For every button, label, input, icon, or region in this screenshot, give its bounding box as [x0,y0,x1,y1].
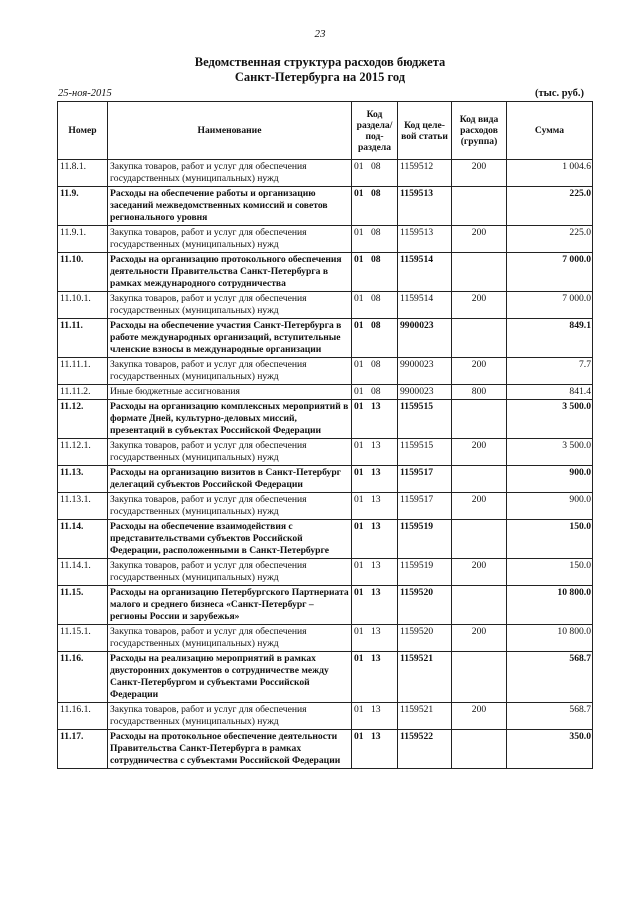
title-line-1: Ведомственная структура расходов бюджета [194,55,446,69]
row-section-code [352,292,398,319]
row-subsection: 08 [371,227,381,238]
row-sum: 10 800.0 [507,625,593,652]
row-target-code: 1159514 [398,292,452,319]
table-row [58,703,593,730]
table-row [58,319,593,358]
row-subsection: 08 [371,386,381,397]
table-body [58,160,593,769]
row-subsection: 13 [371,560,381,571]
row-kind-code: 800 [452,385,507,400]
row-name: Расходы на обеспечение взаимодействия с представительствами субъектов Российской Федерации, расположенными в Санкт-Петербурге [108,520,352,559]
budget-table [57,101,593,769]
row-target-code: 1159519 [398,520,452,559]
row-section-code [352,652,398,703]
row-section-code [352,187,398,226]
row-target-code: 1159520 [398,625,452,652]
row-number: 11.10. [58,253,108,292]
row-name: Закупка товаров, работ и услуг для обеспечения государственных (муниципальных) нужд [108,559,352,586]
row-kind-code: 200 [452,493,507,520]
row-sum: 350.0 [507,730,593,769]
table-header-row [58,102,593,160]
row-target-code: 9900023 [398,319,452,358]
row-section-code [352,439,398,466]
row-number: 11.17. [58,730,108,769]
row-subsection: 08 [371,293,381,304]
row-number: 11.11.2. [58,385,108,400]
row-name: Расходы на обеспечение участия Санкт-Петербурга в работе международных организаций, вступительные членские взносы в международные организации [108,319,352,358]
row-number: 11.14.1. [58,559,108,586]
row-number: 11.9.1. [58,226,108,253]
row-target-code: 1159517 [398,466,452,493]
row-name: Закупка товаров, работ и услуг для обеспечения государственных (муниципальных) нужд [108,625,352,652]
table-row [58,385,593,400]
table-row [58,493,593,520]
row-subsection: 08 [371,320,381,331]
row-target-code: 1159519 [398,559,452,586]
row-section: 01 [354,227,364,238]
row-sum: 225.0 [507,226,593,253]
row-section: 01 [354,161,364,172]
table-row [58,439,593,466]
row-section-code [352,520,398,559]
row-section: 01 [354,293,364,304]
row-sum: 7 000.0 [507,292,593,319]
row-kind-code [452,400,507,439]
row-section-code [352,400,398,439]
row-name: Закупка товаров, работ и услуг для обеспечения государственных (муниципальных) нужд [108,160,352,187]
row-number: 11.12.1. [58,439,108,466]
row-subsection: 08 [371,161,381,172]
row-section: 01 [354,653,364,664]
row-sum: 3 500.0 [507,439,593,466]
row-sum: 900.0 [507,493,593,520]
row-section-code [352,559,398,586]
row-subsection: 13 [371,467,381,478]
row-subsection: 13 [371,494,381,505]
row-number: 11.10.1. [58,292,108,319]
row-name: Расходы на организацию визитов в Санкт-Петербург делегаций субъектов Российской Федерации [108,466,352,493]
table-row [58,358,593,385]
table-row [58,625,593,652]
row-sum: 150.0 [507,559,593,586]
row-section: 01 [354,560,364,571]
table-row [58,520,593,559]
table-row [58,292,593,319]
row-subsection: 13 [371,626,381,637]
row-kind-code: 200 [452,160,507,187]
row-section: 01 [354,386,364,397]
row-section-code [352,493,398,520]
row-sum: 225.0 [507,187,593,226]
row-number: 11.16. [58,652,108,703]
row-subsection: 13 [371,401,381,412]
row-number: 11.13. [58,466,108,493]
row-number: 11.15. [58,586,108,625]
document-title [0,55,640,85]
row-subsection: 13 [371,587,381,598]
row-target-code: 1159521 [398,652,452,703]
row-subsection: 08 [371,254,381,265]
row-target-code: 1159515 [398,400,452,439]
row-target-code: 1159514 [398,253,452,292]
table-row [58,586,593,625]
row-kind-code [452,520,507,559]
table-row [58,400,593,439]
row-section: 01 [354,320,364,331]
row-name: Расходы на протокольное обеспечение деятельности Правительства Санкт-Петербурга в рамках сотрудничества с субъектами Российской Федерации [108,730,352,769]
row-kind-code [452,652,507,703]
row-section: 01 [354,440,364,451]
row-section-code [352,703,398,730]
row-subsection: 13 [371,440,381,451]
header-number: Номер [58,102,108,160]
table-row [58,187,593,226]
row-kind-code [452,319,507,358]
row-section-code [352,385,398,400]
row-section-code [352,253,398,292]
row-sum: 10 800.0 [507,586,593,625]
row-sum: 7.7 [507,358,593,385]
row-name: Иные бюджетные ассигнования [108,385,352,400]
row-kind-code: 200 [452,703,507,730]
row-name: Расходы на организацию комплексных мероприятий в формате Дней, культурно-деловых миссий, презентаций в субъектах Российской Федерации [108,400,352,439]
row-section-code [352,466,398,493]
row-target-code: 1159522 [398,730,452,769]
row-section-code [352,160,398,187]
row-kind-code [452,187,507,226]
table-row [58,160,593,187]
row-sum: 849.1 [507,319,593,358]
row-name: Расходы на организацию Петербургского Партнериата малого и среднего бизнеса «Санкт-Петербург – регионы России и зарубежья» [108,586,352,625]
row-name: Расходы на организацию протокольного обеспечения деятельности Правительства Санкт-Петербурга в рамках международного сотрудничества [108,253,352,292]
row-section: 01 [354,704,364,715]
table-row [58,559,593,586]
row-section: 01 [354,626,364,637]
row-section-code [352,730,398,769]
title-line-2: Санкт-Петербурга на 2015 год [234,70,406,84]
row-number: 11.8.1. [58,160,108,187]
row-target-code: 1159521 [398,703,452,730]
row-sum: 1 004.6 [507,160,593,187]
row-name: Закупка товаров, работ и услуг для обеспечения государственных (муниципальных) нужд [108,292,352,319]
row-number: 11.11. [58,319,108,358]
row-name: Закупка товаров, работ и услуг для обеспечения государственных (муниципальных) нужд [108,493,352,520]
row-section-code [352,625,398,652]
row-kind-code: 200 [452,292,507,319]
row-section: 01 [354,359,364,370]
row-target-code: 1159515 [398,439,452,466]
row-section: 01 [354,521,364,532]
row-sum: 568.7 [507,652,593,703]
row-subsection: 13 [371,653,381,664]
table-row [58,253,593,292]
row-section: 01 [354,494,364,505]
row-section: 01 [354,467,364,478]
row-subsection: 08 [371,188,381,199]
row-name: Закупка товаров, работ и услуг для обеспечения государственных (муниципальных) нужд [108,439,352,466]
row-section-code [352,586,398,625]
row-section: 01 [354,587,364,598]
row-section: 01 [354,188,364,199]
row-kind-code: 200 [452,358,507,385]
header-section: Код раздела/ под- раздела [352,102,398,160]
row-number: 11.14. [58,520,108,559]
row-target-code: 9900023 [398,385,452,400]
row-target-code: 1159512 [398,160,452,187]
row-number: 11.15.1. [58,625,108,652]
row-number: 11.9. [58,187,108,226]
row-target-code: 1159513 [398,226,452,253]
table-row [58,466,593,493]
row-number: 11.13.1. [58,493,108,520]
row-section-code [352,319,398,358]
page-number: 23 [314,28,326,40]
row-number: 11.16.1. [58,703,108,730]
row-kind-code [452,730,507,769]
row-name: Закупка товаров, работ и услуг для обеспечения государственных (муниципальных) нужд [108,703,352,730]
table-row [58,226,593,253]
row-sum: 150.0 [507,520,593,559]
row-sum: 841.4 [507,385,593,400]
row-subsection: 13 [371,704,381,715]
row-target-code: 1159520 [398,586,452,625]
row-target-code: 1159517 [398,493,452,520]
row-section-code [352,226,398,253]
row-kind-code: 200 [452,439,507,466]
document-date: 25-ноя-2015 [58,88,112,99]
row-target-code: 1159513 [398,187,452,226]
row-number: 11.12. [58,400,108,439]
header-kind: Код вида расходов (группа) [452,102,507,160]
header-sum: Сумма [507,102,593,160]
table-row [58,652,593,703]
row-kind-code: 200 [452,625,507,652]
row-number: 11.11.1. [58,358,108,385]
row-name: Закупка товаров, работ и услуг для обеспечения государственных (муниципальных) нужд [108,226,352,253]
row-kind-code [452,586,507,625]
row-kind-code [452,466,507,493]
row-section: 01 [354,731,364,742]
row-name: Расходы на реализацию мероприятий в рамках двусторонних документов о сотрудничестве между Санкт-Петербургом и субъектами Российской Федерации [108,652,352,703]
row-kind-code [452,253,507,292]
row-sum: 3 500.0 [507,400,593,439]
row-sum: 900.0 [507,466,593,493]
row-kind-code: 200 [452,226,507,253]
units-label: (тыс. руб.) [535,88,584,99]
row-section-code [352,358,398,385]
row-name: Расходы на обеспечение работы и организацию заседаний межведомственных комиссий и советов регионального уровня [108,187,352,226]
row-kind-code: 200 [452,559,507,586]
row-sum: 568.7 [507,703,593,730]
row-section: 01 [354,254,364,265]
row-subsection: 13 [371,731,381,742]
row-section: 01 [354,401,364,412]
row-subsection: 08 [371,359,381,370]
header-name: Наименование [108,102,352,160]
row-sum: 7 000.0 [507,253,593,292]
table-row [58,730,593,769]
row-target-code: 9900023 [398,358,452,385]
row-subsection: 13 [371,521,381,532]
row-name: Закупка товаров, работ и услуг для обеспечения государственных (муниципальных) нужд [108,358,352,385]
header-target: Код целе- вой статьи [398,102,452,160]
